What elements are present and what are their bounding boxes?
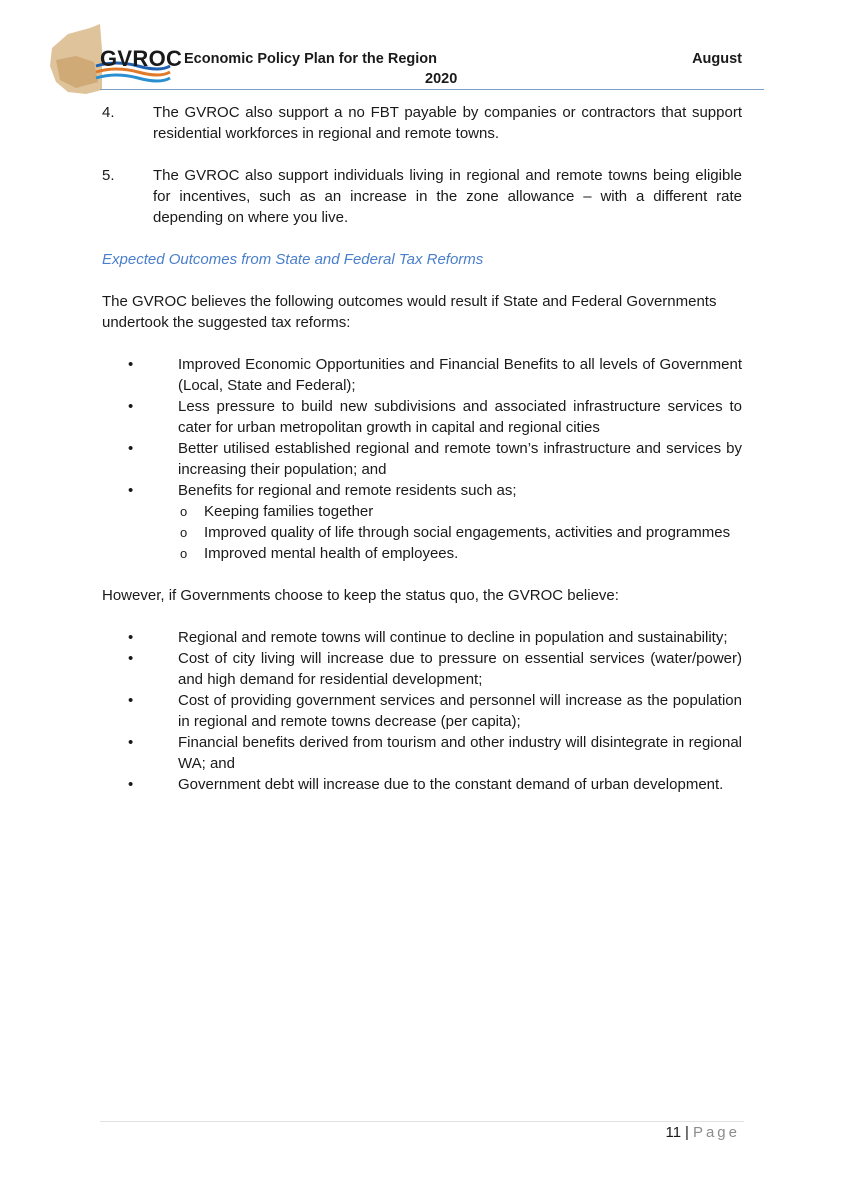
item-text: The GVROC also support a no FBT payable by companies or contractors that support residential workforces in regional and remote towns.: [153, 104, 742, 142]
logo-text: GVROC: [100, 46, 183, 71]
circle-bullet-icon: o: [180, 546, 188, 561]
page-label: Page: [692, 1124, 740, 1141]
bullet-icon: •: [128, 692, 134, 709]
list-item: [102, 438, 742, 480]
page-separator: |: [685, 1124, 689, 1141]
bullet-icon: •: [128, 776, 134, 793]
document-title: Economic Policy Plan for the Region: [184, 51, 437, 67]
sub-list-item-text: Improved mental health of employees.: [204, 545, 459, 562]
bullet-icon: •: [128, 398, 134, 415]
section-heading: Expected Outcomes from State and Federal Tax Reforms: [102, 251, 484, 268]
list-item-text: Less pressure to build new subdivisions and associated infrastructure services to cater for urban metropolitan growth in capital and regional cities: [178, 398, 742, 436]
list-item: [102, 774, 742, 795]
list-item: [102, 627, 742, 648]
header-divider: [100, 89, 764, 90]
list-item-text: Government debt will increase due to the constant demand of urban development.: [178, 776, 724, 793]
list-item: [102, 354, 742, 396]
list-item-text: Financial benefits derived from tourism and other industry will disintegrate in regional WA; and: [178, 734, 742, 772]
list-item-text: Improved Economic Opportunities and Financial Benefits to all levels of Government (Local, State and Federal);: [178, 356, 742, 394]
circle-bullet-icon: o: [180, 525, 188, 540]
sub-list-item: [178, 501, 742, 522]
status-quo-list: [102, 627, 742, 795]
list-item-text: Better utilised established regional and remote town’s infrastructure and services by increasing their population; and: [178, 440, 742, 478]
bullet-icon: •: [128, 650, 134, 667]
benefits-sublist: [178, 501, 742, 564]
status-quo-paragraph: However, if Governments choose to keep the status quo, the GVROC believe:: [102, 587, 619, 604]
sub-list-item: [178, 522, 742, 543]
page-footer: [665, 1124, 740, 1141]
list-item-text: Benefits for regional and remote residents such as;: [178, 482, 517, 499]
bullet-icon: •: [128, 734, 134, 751]
bullet-icon: •: [128, 356, 134, 373]
list-item-text: Cost of city living will increase due to pressure on essential services (water/power) and high demand for residential development;: [178, 650, 742, 688]
intro-paragraph: The GVROC believes the following outcomes would result if State and Federal Governments undertook the suggested tax reforms:: [102, 293, 717, 331]
list-item: [102, 648, 742, 690]
list-item: [102, 690, 742, 732]
bullet-icon: •: [128, 482, 134, 499]
page-content: [102, 102, 742, 816]
list-item: [102, 396, 742, 438]
sub-list-item-text: Keeping families together: [204, 503, 374, 520]
sub-list-item-text: Improved quality of life through social engagements, activities and programmes: [204, 524, 731, 541]
numbered-item: [102, 102, 742, 144]
numbered-item: [102, 165, 742, 228]
sub-list-item: [178, 543, 742, 564]
list-item: [102, 480, 742, 564]
header-month: August: [692, 51, 742, 67]
bullet-icon: •: [128, 629, 134, 646]
footer-divider: [100, 1121, 744, 1122]
item-number: 4.: [102, 104, 115, 121]
list-item: [102, 732, 742, 774]
header-year: 2020: [425, 71, 458, 87]
list-item-text: Cost of providing government services and personnel will increase as the population in regional and remote towns decrease (per capita);: [178, 692, 742, 730]
page-number: 11: [665, 1124, 682, 1141]
item-text: The GVROC also support individuals living in regional and remote towns being eligible for incentives, such as an increase in the zone allowance – with a different rate depending on where you live.: [153, 167, 742, 226]
outcomes-list: [102, 354, 742, 564]
circle-bullet-icon: o: [180, 504, 188, 519]
bullet-icon: •: [128, 440, 134, 457]
list-item-text: Regional and remote towns will continue to decline in population and sustainability;: [178, 629, 728, 646]
item-number: 5.: [102, 167, 115, 184]
